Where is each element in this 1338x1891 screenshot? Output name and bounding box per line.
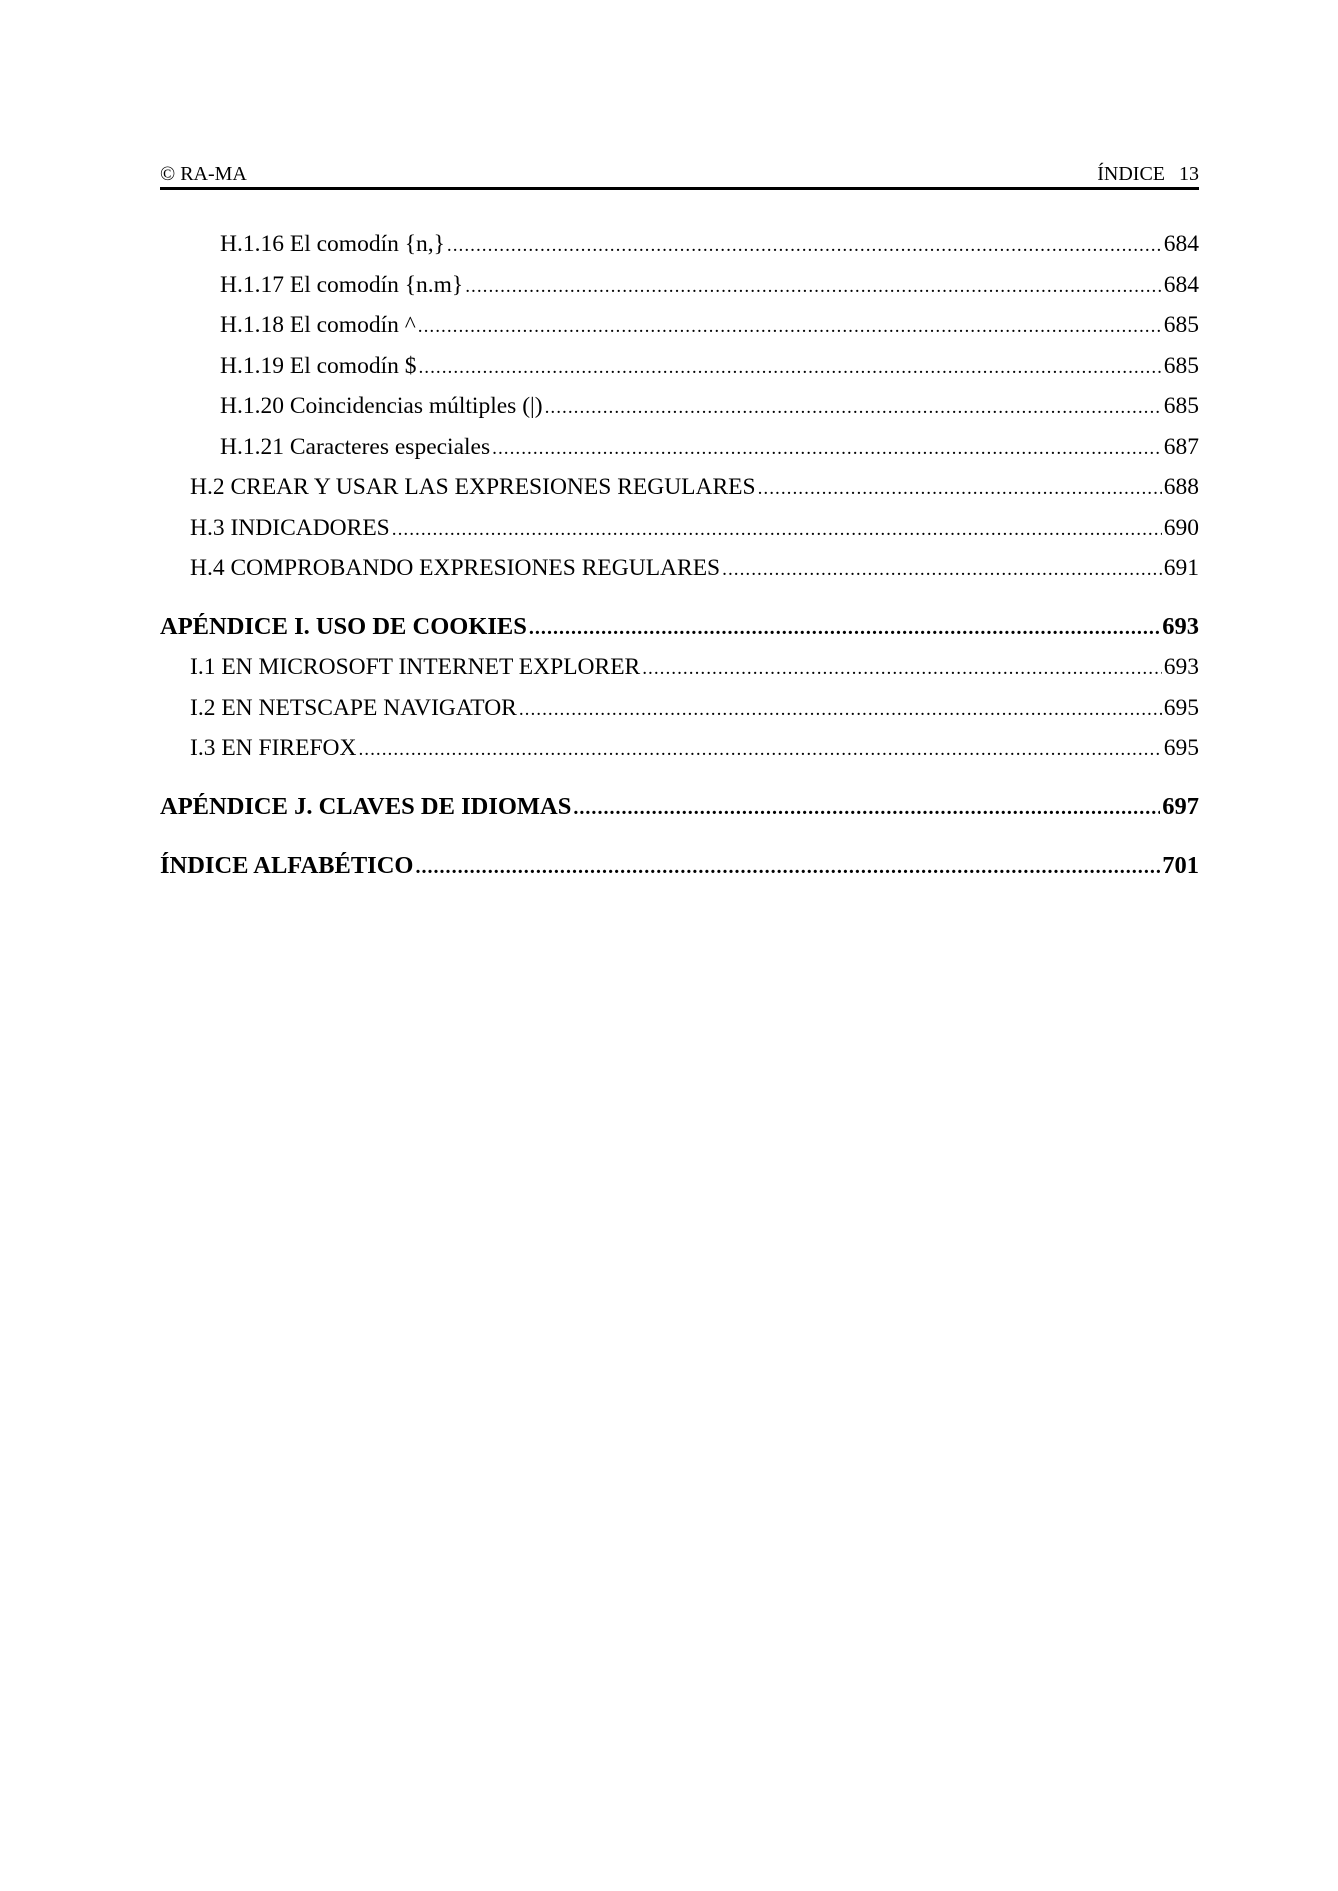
toc-entry-page: 695 [1163,735,1199,761]
toc-entry [190,693,1199,723]
toc-entry [160,792,1199,822]
toc-entry-title: H.1.17 El comodín {n.m} [220,272,464,298]
toc-entry [220,270,1199,300]
toc-entry-page: 688 [1163,474,1199,500]
toc-entry-page: 695 [1163,695,1199,721]
section-title: ÍNDICE [1097,163,1165,185]
toc-entry-title: APÉNDICE J. CLAVES DE IDIOMAS [160,793,572,820]
dot-leader [492,434,1162,464]
dot-leader [642,654,1162,684]
toc-entry [190,652,1199,682]
toc-entry-page: 693 [1162,613,1199,640]
toc-entry-page: 684 [1163,231,1199,257]
toc-entry-page: 697 [1162,793,1199,820]
toc-entry-title: ÍNDICE ALFABÉTICO [160,852,414,879]
toc-entry-page: 687 [1163,434,1199,460]
toc-entry [220,351,1199,381]
page-number: 13 [1179,163,1199,185]
toc-entry-title: APÉNDICE I. USO DE COOKIES [160,613,527,640]
toc-entry-title: H.2 CREAR Y USAR LAS EXPRESIONES REGULARES [190,474,756,500]
toc-entry-title: H.1.18 El comodín ^ [220,312,416,338]
toc-entry-page: 701 [1162,852,1199,879]
dot-leader [573,793,1160,823]
toc-entry-page: 685 [1163,353,1199,379]
toc-entry [190,733,1199,763]
toc-entry-title: H.1.21 Caracteres especiales [220,434,491,460]
dot-leader [358,735,1161,765]
toc-entry-page: 685 [1163,393,1199,419]
toc-entry-title: H.1.19 El comodín $ [220,353,417,379]
toc-entry [160,851,1199,881]
dot-leader [392,515,1162,545]
toc-entry [190,553,1199,583]
dot-leader [418,353,1161,383]
copyright-label: © RA-MA [160,163,247,185]
toc-entry-page: 685 [1163,312,1199,338]
dot-leader [519,695,1162,725]
toc-entry-page: 690 [1163,515,1199,541]
toc-entry-title: I.3 EN FIREFOX [190,735,357,761]
toc-entry [220,310,1199,340]
dot-leader [758,474,1162,504]
toc-entry [220,432,1199,462]
toc-entry-page: 693 [1163,654,1199,680]
toc-entry [190,472,1199,502]
dot-leader [415,852,1160,882]
toc-entry-page: 684 [1163,272,1199,298]
dot-leader [529,613,1160,643]
toc-entry [160,612,1199,642]
toc-entry-title: H.1.20 Coincidencias múltiples (|) [220,393,543,419]
toc-entry-title: I.1 EN MICROSOFT INTERNET EXPLORER [190,654,641,680]
toc-entry-title: H.1.16 El comodín {n,} [220,231,445,257]
toc-entry [220,229,1199,259]
toc-entry [220,391,1199,421]
toc-entry-page: 691 [1163,555,1199,581]
toc-entry-title: H.3 INDICADORES [190,515,390,541]
dot-leader [545,393,1162,423]
toc-entry [190,513,1199,543]
dot-leader [418,312,1162,342]
dot-leader [465,272,1162,302]
dot-leader [447,231,1162,261]
toc-entry-title: I.2 EN NETSCAPE NAVIGATOR [190,695,517,721]
toc-entry-title: H.4 COMPROBANDO EXPRESIONES REGULARES [190,555,721,581]
dot-leader [722,555,1162,585]
